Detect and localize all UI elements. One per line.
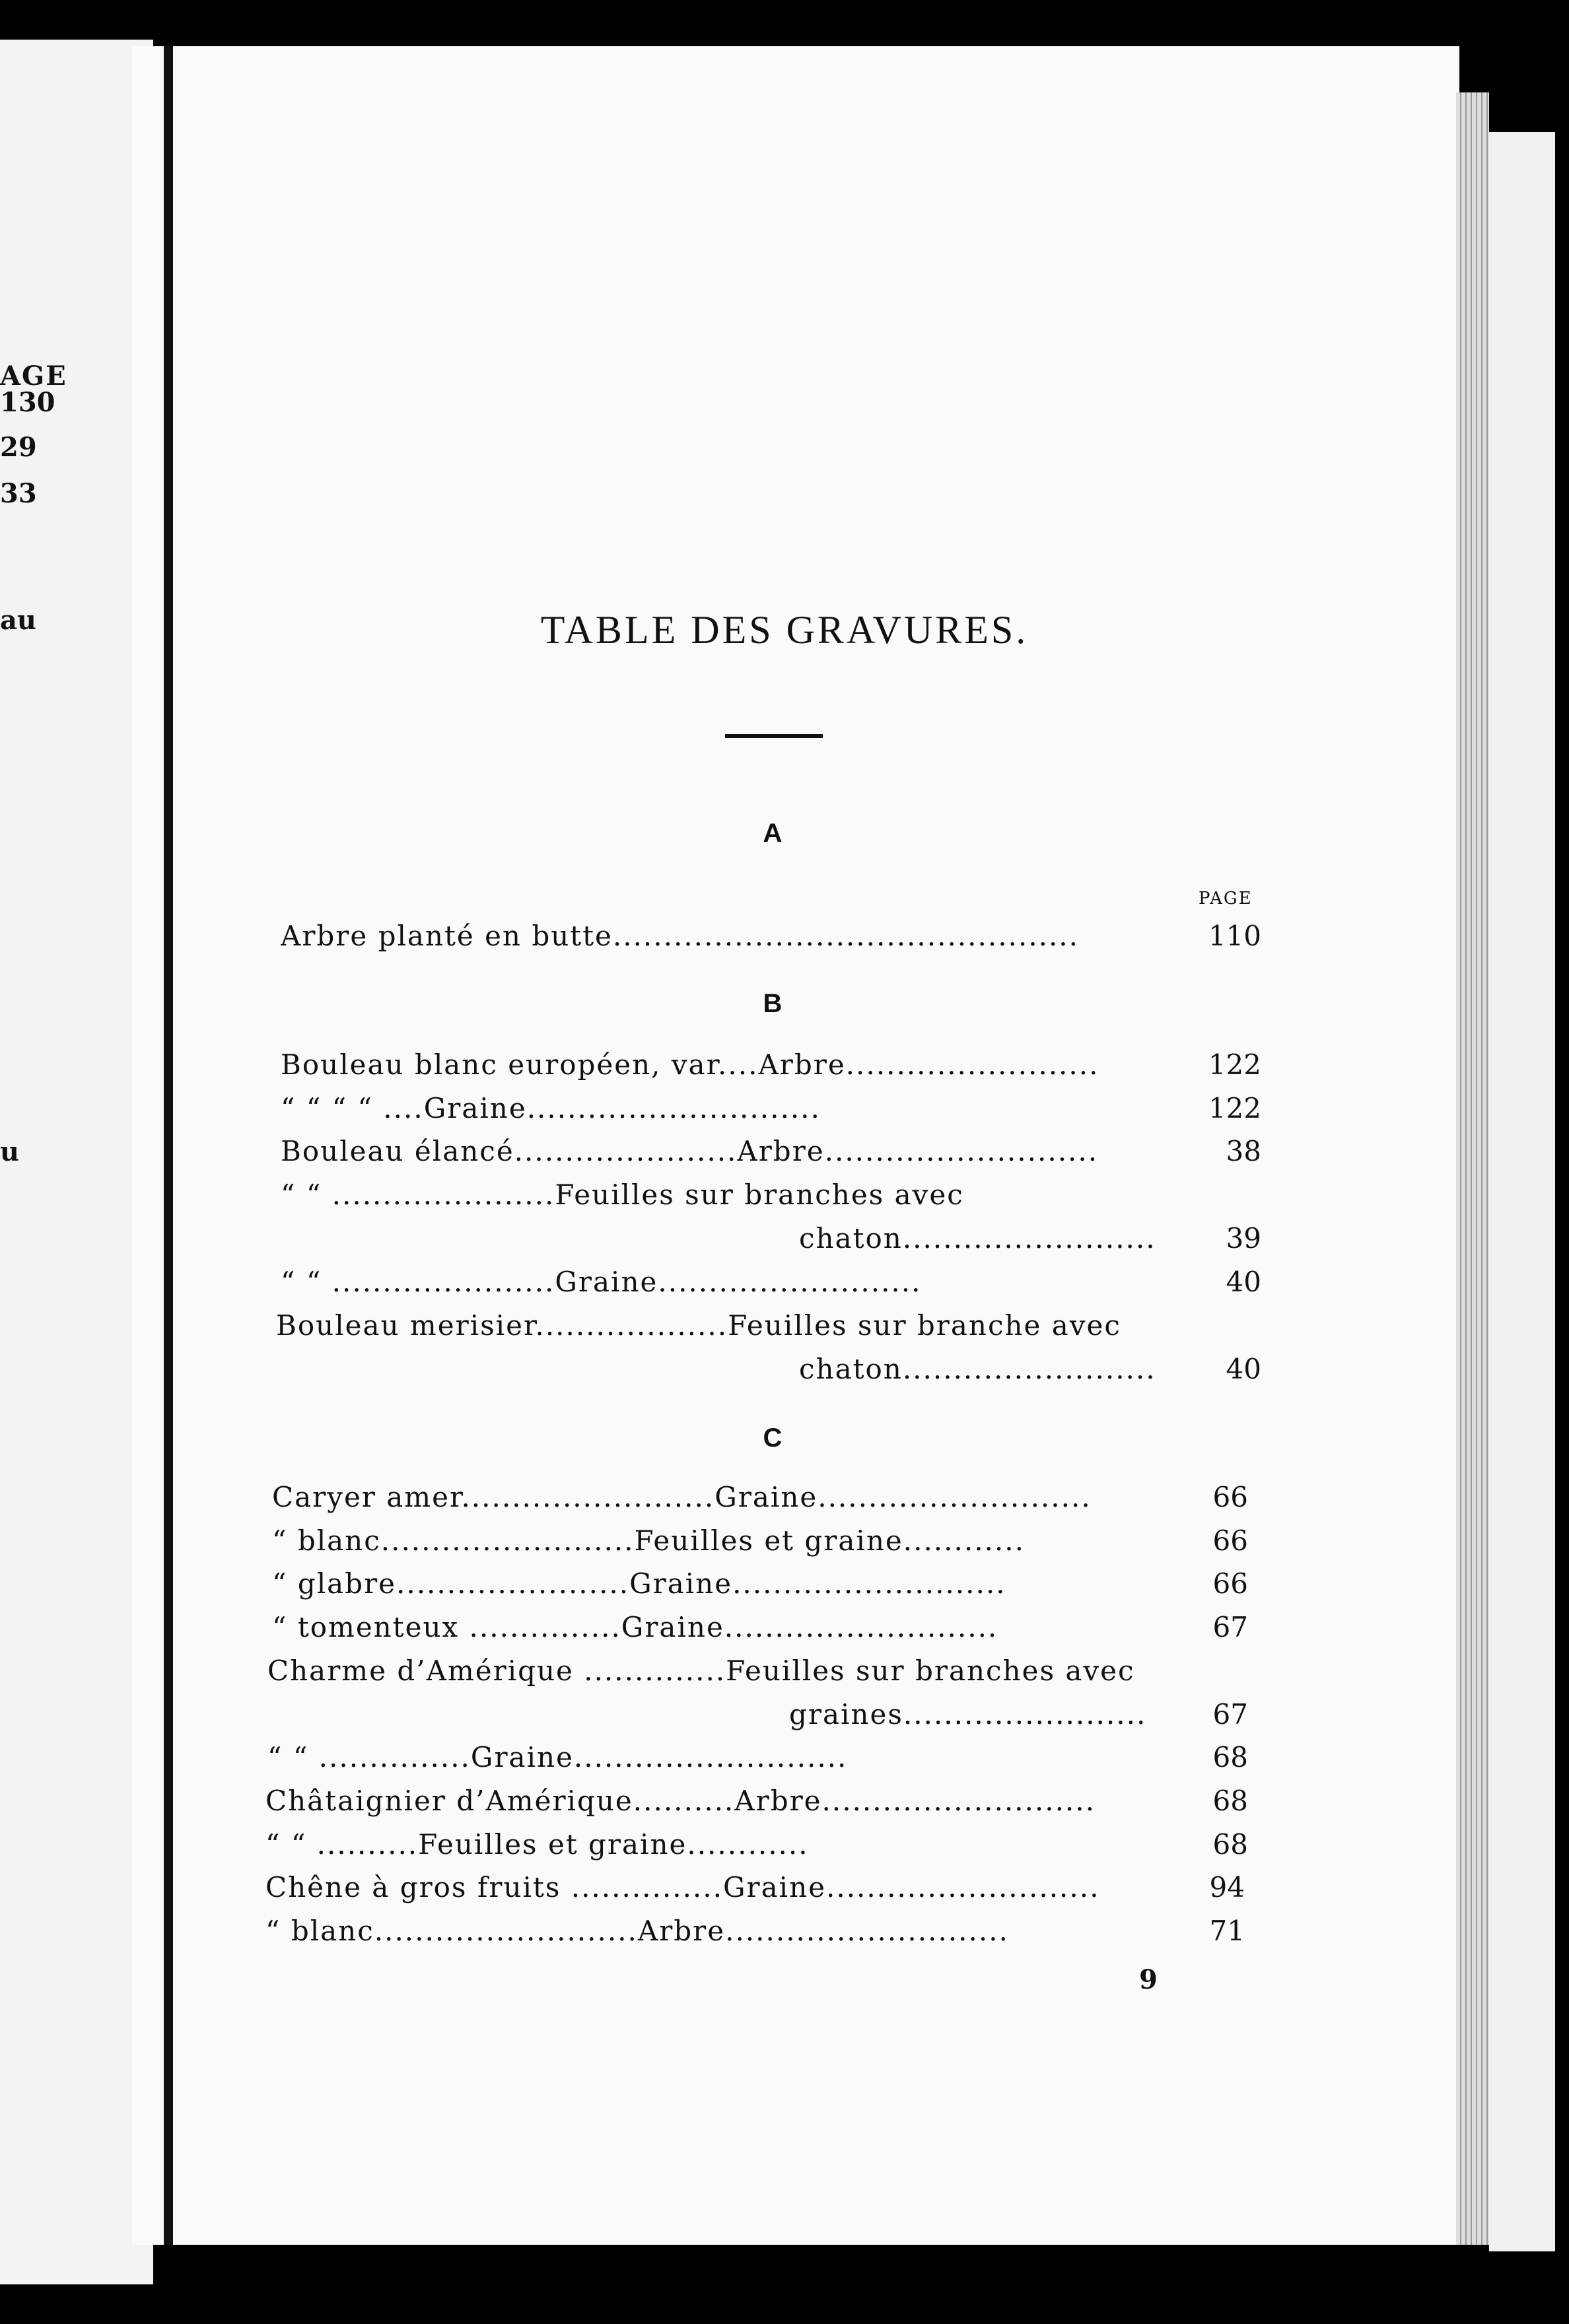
- book-spine: [164, 46, 173, 2245]
- toc-entry: [281, 1046, 1261, 1083]
- title-rule: [725, 734, 823, 738]
- toc-entry: [267, 1739, 1248, 1776]
- toc-entry: [789, 1696, 1248, 1733]
- entry-page-number: 67: [1204, 1609, 1248, 1646]
- entry-page-number: 71: [1201, 1913, 1245, 1950]
- left-page-fragment: au: [0, 605, 36, 636]
- entry-text: Châtaignier d’Amérique..........Arbre...........................: [265, 1785, 1096, 1817]
- page-title: TABLE DES GRAVURES.: [540, 608, 1029, 652]
- entry-text: “ tomenteux ...............Graine...........................: [272, 1611, 998, 1643]
- entry-page-number: 68: [1204, 1783, 1248, 1820]
- entry-page-number: 66: [1204, 1565, 1248, 1602]
- entry-text: “ “ ...............Graine...........................: [267, 1741, 848, 1773]
- toc-entry: [799, 1220, 1261, 1257]
- toc-entry: [281, 918, 1261, 955]
- toc-entry: [265, 1783, 1248, 1820]
- entry-text: “ “ ..........Feuilles et graine............: [265, 1828, 809, 1861]
- left-page-fragment: u: [0, 1136, 20, 1167]
- entry-page-number: 68: [1204, 1739, 1248, 1776]
- left-facing-page: [0, 40, 153, 2284]
- entry-page-number: 40: [1217, 1264, 1261, 1301]
- toc-entry: [281, 1133, 1261, 1170]
- toc-entry: [272, 1479, 1248, 1516]
- toc-entry: [272, 1522, 1248, 1559]
- entry-page-number: 40: [1217, 1351, 1261, 1388]
- left-page-fragment: 29: [0, 432, 37, 463]
- toc-entry: [276, 1307, 1261, 1344]
- back-pages: [1489, 132, 1555, 2251]
- entry-page-number: 67: [1204, 1696, 1248, 1733]
- entry-text: Chêne à gros fruits ...............Graine...........................: [265, 1871, 1100, 1903]
- entry-page-number: 68: [1204, 1826, 1248, 1863]
- entry-text: “ glabre.......................Graine...........................: [272, 1567, 1006, 1600]
- signature-mark: 9: [1139, 1964, 1158, 1995]
- entry-page-number: 39: [1217, 1220, 1261, 1257]
- entry-page-number: 122: [1199, 1090, 1261, 1127]
- entry-text: Bouleau élancé......................Arbre...........................: [281, 1135, 1099, 1167]
- entry-page-number: 38: [1217, 1133, 1261, 1170]
- page-edges: [1456, 92, 1489, 2245]
- entry-text: “ “ ......................Graine..........................: [281, 1266, 922, 1298]
- section-letter-b: B: [763, 989, 783, 1018]
- entry-text: “ “ “ “ ....Graine.............................: [281, 1092, 821, 1124]
- toc-entry: [272, 1565, 1248, 1602]
- entry-text: “ “ ......................Feuilles sur branches avec: [281, 1179, 964, 1211]
- entry-text: “ blanc..........................Arbre............................: [265, 1915, 1009, 1947]
- section-letter-a: A: [763, 819, 783, 848]
- toc-entry: [265, 1826, 1248, 1863]
- entry-text: Arbre planté en butte..............................................: [281, 920, 1079, 952]
- left-page-fragment: AGE: [0, 360, 67, 392]
- entry-page-number: 94: [1201, 1869, 1245, 1906]
- entry-text: graines........................: [789, 1698, 1147, 1730]
- entry-page-number: 66: [1204, 1522, 1248, 1559]
- toc-entry: [281, 1177, 1261, 1213]
- entry-text: Caryer amer.........................Graine...........................: [272, 1481, 1092, 1513]
- entry-text: Bouleau merisier...................Feuilles sur branche avec: [276, 1309, 1121, 1342]
- toc-entry: [799, 1351, 1261, 1388]
- entry-text: chaton.........................: [799, 1353, 1156, 1385]
- entry-text: Bouleau blanc européen, var....Arbre.........................: [281, 1048, 1099, 1081]
- toc-entry: [265, 1913, 1245, 1950]
- page-column-header: PAGE: [1199, 889, 1253, 908]
- entry-page-number: 110: [1199, 918, 1261, 955]
- entry-page-number: 66: [1204, 1479, 1248, 1516]
- toc-entry: [272, 1609, 1248, 1646]
- entry-text: “ blanc.........................Feuilles et graine............: [272, 1524, 1025, 1557]
- left-page-fragment: 130: [0, 387, 55, 418]
- entry-page-number: 122: [1199, 1046, 1261, 1083]
- toc-entry: [267, 1653, 1248, 1690]
- toc-entry: [281, 1090, 1261, 1127]
- section-letter-c: C: [763, 1423, 783, 1452]
- toc-entry: [281, 1264, 1261, 1301]
- entry-text: Charme d’Amérique ..............Feuilles sur branches avec: [267, 1655, 1135, 1687]
- toc-entry: [265, 1869, 1245, 1906]
- entry-text: chaton.........................: [799, 1222, 1156, 1254]
- left-page-fragment: 33: [0, 478, 37, 509]
